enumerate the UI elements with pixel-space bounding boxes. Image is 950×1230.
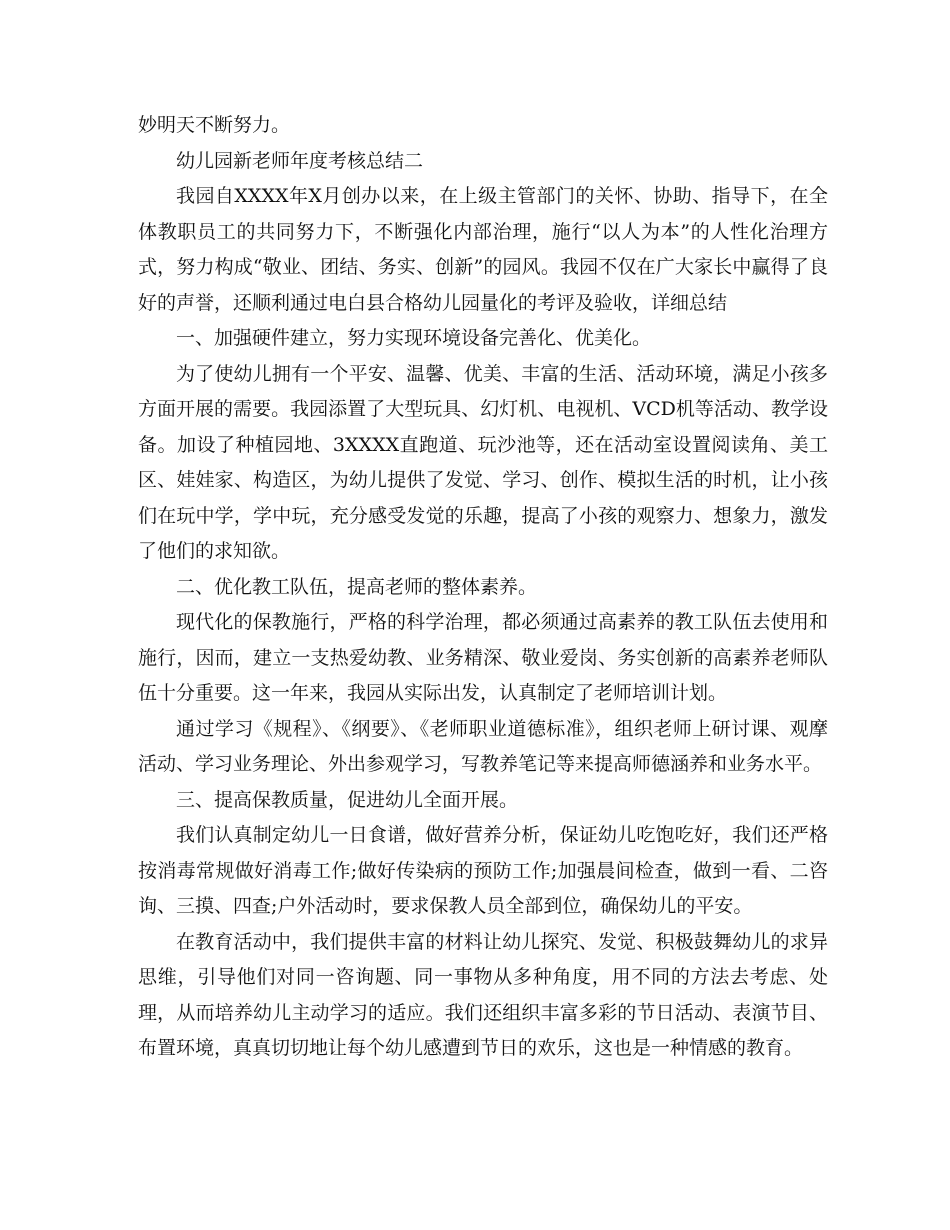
section-heading-2: 二、优化教工队伍，提高老师的整体素养。: [176, 575, 538, 598]
paragraph-intro: 我园自XXXX年X月创办以来，在上级主管部门的关怀、协助、指导下，在全体教职员工的共同努力下，不断强化内部治理，施行“以人为本”的人性化治理方式，努力构成“敬业、团结、务实、创新”的园风。我园不仅在广大家长中赢得了良好的声誉，还顺利通过电白县合格幼儿园量化的考评及验收，详细总结: [138, 185, 828, 314]
section-heading-3: 三、提高保教质量，促进幼儿全面开展。: [176, 788, 519, 811]
paragraph-continuation: 妙明天不断努力。: [138, 114, 291, 136]
document-title: 幼儿园新老师年度考核总结二: [176, 149, 424, 172]
paragraph-section-3a: 我们认真制定幼儿一日食谱，做好营养分析，保证幼儿吃饱吃好，我们还严格按消毒常规做好消毒工作;做好传染病的预防工作;加强晨间检查，做到一看、二咨询、三摸、四查;户外活动时，要求保教人员全部到位，确保幼儿的平安。: [138, 824, 828, 917]
paragraph-section-1: 为了使幼儿拥有一个平安、温馨、优美、丰富的生活、活动环境，满足小孩多方面开展的需要。我园添置了大型玩具、幻灯机、电视机、VCD机等活动、教学设备。加设了种植园地、3XXXX直跑道、玩沙池等，还在活动室设置阅读角、美工区、娃娃家、构造区，为幼儿提供了发觉、学习、创作、模拟生活的时机，让小孩们在玩中学，学中玩，充分感受发觉的乐趣，提高了小孩的观察力、想象力，激发了他们的求知欲。: [138, 362, 828, 562]
paragraph-section-2a: 现代化的保教施行，严格的科学治理，都必须通过高素养的教工队伍去使用和施行，因而，建立一支热爱幼教、业务精深、敬业爱岗、务实创新的高素养老师队伍十分重要。这一年来，我园从实际出发，认真制定了老师培训计划。: [138, 611, 828, 704]
paragraph-section-3b: 在教育活动中，我们提供丰富的材料让幼儿探究、发觉、积极鼓舞幼儿的求异思维，引导他们对同一咨询题、同一事物从多种角度，用不同的方法去考虑、处理，从而培养幼儿主动学习的适应。我们还组织丰富多彩的节日活动、表演节目、布置环境，真真切切地让每个幼儿感遭到节日的欢乐，这也是一种情感的教育。: [138, 930, 828, 1059]
paragraph-section-2b: 通过学习《规程》、《纲要》、《老师职业道德标准》，组织老师上研讨课、观摩活动、学习业务理论、外出参观学习，写教养笔记等来提高师德涵养和业务水平。: [138, 717, 828, 775]
section-heading-1: 一、加强硬件建立，努力实现环境设备完善化、优美化。: [176, 327, 652, 349]
document-body: [138, 108, 828, 1067]
